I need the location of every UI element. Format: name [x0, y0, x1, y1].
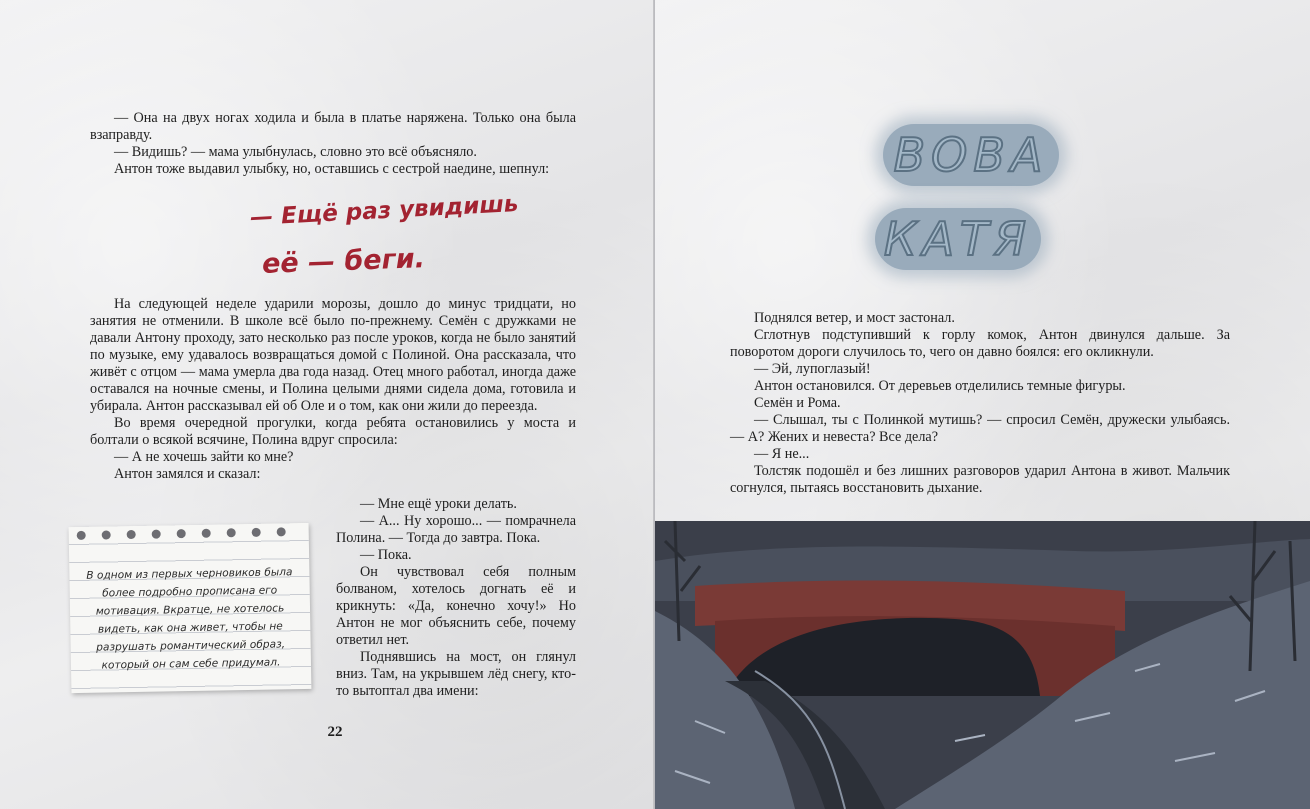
name-text: КАТЯ: [883, 212, 1033, 266]
paragraph: — Мне ещё уроки делать.: [360, 496, 517, 512]
left-page: [0, 0, 654, 809]
bridge-illustration: [655, 521, 1310, 809]
note-text: В одном из первых черновиков была более подробно прописана его мотивация. Вкратце, не хотелось видеть, как она живет, чтобы не разрушать романтический образ, который он сам себе придумал.: [86, 566, 293, 672]
punch-hole: [152, 530, 161, 539]
paragraph: — Я не...: [754, 446, 810, 462]
paragraph: Антон остановился. От деревьев отделились темные фигуры.: [754, 378, 1126, 394]
punch-hole: [102, 530, 111, 539]
punch-hole: [127, 530, 136, 539]
punch-hole: [77, 531, 86, 540]
right-page: [655, 0, 1310, 809]
punch-hole: [277, 527, 286, 536]
quote-line-2: её — беги.: [261, 243, 426, 280]
page-number: 22: [327, 724, 343, 740]
punch-hole: [252, 528, 261, 537]
paragraph: — А не хочешь зайти ко мне?: [114, 449, 294, 465]
snow-name-vova: [883, 124, 1059, 186]
paragraph: Поднялся ветер, и мост застонал.: [754, 310, 955, 326]
paragraph: Во время очередной прогулки, когда ребята остановились у моста и болтали о всякой всячине, Полина вдруг спросила:: [90, 415, 576, 448]
paragraph: — А... Ну хорошо... — помрачнела Полина. — Тогда до завтра. Пока.: [336, 513, 576, 546]
paragraph: На следующей неделе ударили морозы, дошло до минус тридцати, но занятия не отменили. В школе всё было по-прежнему. Семён с дружками не давали Антону проходу, зато несколько раз после уроков, когда не было занятий по музыке, ему удавалось возвращаться домой с Полиной. Она рассказала, что живёт с отцом — мама умерла два года назад. Отец много работал, иногда даже оставался на ночные смены, и Полина целыми днями сидела дома, готовила и убирала. Антон рассказывал ей об Оле и о том, как они жили до переезда.: [90, 296, 576, 414]
paragraph: — Пока.: [360, 547, 412, 563]
left-top-text: [90, 110, 576, 178]
left-main-text: [90, 296, 576, 483]
paragraph: Семён и Рома.: [754, 395, 841, 411]
snow-name-katya: [875, 208, 1041, 270]
paragraph: — Видишь? — мама улыбнулась, словно это всё объясняло.: [114, 144, 477, 160]
sticky-note: [69, 523, 312, 693]
quote-line-1: — Ещё раз увидишь: [249, 190, 519, 232]
paragraph: Толстяк подошёл и без лишних разговоров ударил Антона в живот. Мальчик согнулся, пытаясь восстановить дыхание.: [730, 463, 1230, 496]
paragraph: — Эй, лупоглазый!: [754, 361, 871, 377]
paragraph: — Она на двух ногах ходила и была в платье наряжена. Только она была взаправду.: [90, 110, 576, 143]
name-text: ВОВА: [893, 128, 1049, 182]
punch-hole: [177, 529, 186, 538]
paragraph: — Слышал, ты с Полинкой мутишь? — спросил Семён, дружески улыбаясь. — А? Жених и невеста? Все дела?: [730, 412, 1230, 445]
paragraph: Поднявшись на мост, он глянул вниз. Там, на укрывшем лёд снегу, кто-то вытоптал два имени:: [336, 649, 576, 699]
paragraph: Антон замялся и сказал:: [114, 466, 261, 482]
right-text: [730, 310, 1230, 497]
left-column-text: [336, 496, 576, 700]
punch-hole: [227, 528, 236, 537]
paragraph: Он чувствовал себя полным болваном, хотелось догнать её и крикнуть: «Да, конечно хочу!» Но Антон не мог объяснить себе, почему ответил нет.: [336, 564, 576, 648]
paragraph: Сглотнув подступивший к горлу комок, Антон двинулся дальше. За поворотом дороги случилось то, чего он давно боялся: его окликнули.: [730, 327, 1230, 360]
paragraph: Антон тоже выдавил улыбку, но, оставшись с сестрой наедине, шепнул:: [114, 161, 550, 177]
note-holes: [77, 527, 286, 540]
punch-hole: [202, 529, 211, 538]
